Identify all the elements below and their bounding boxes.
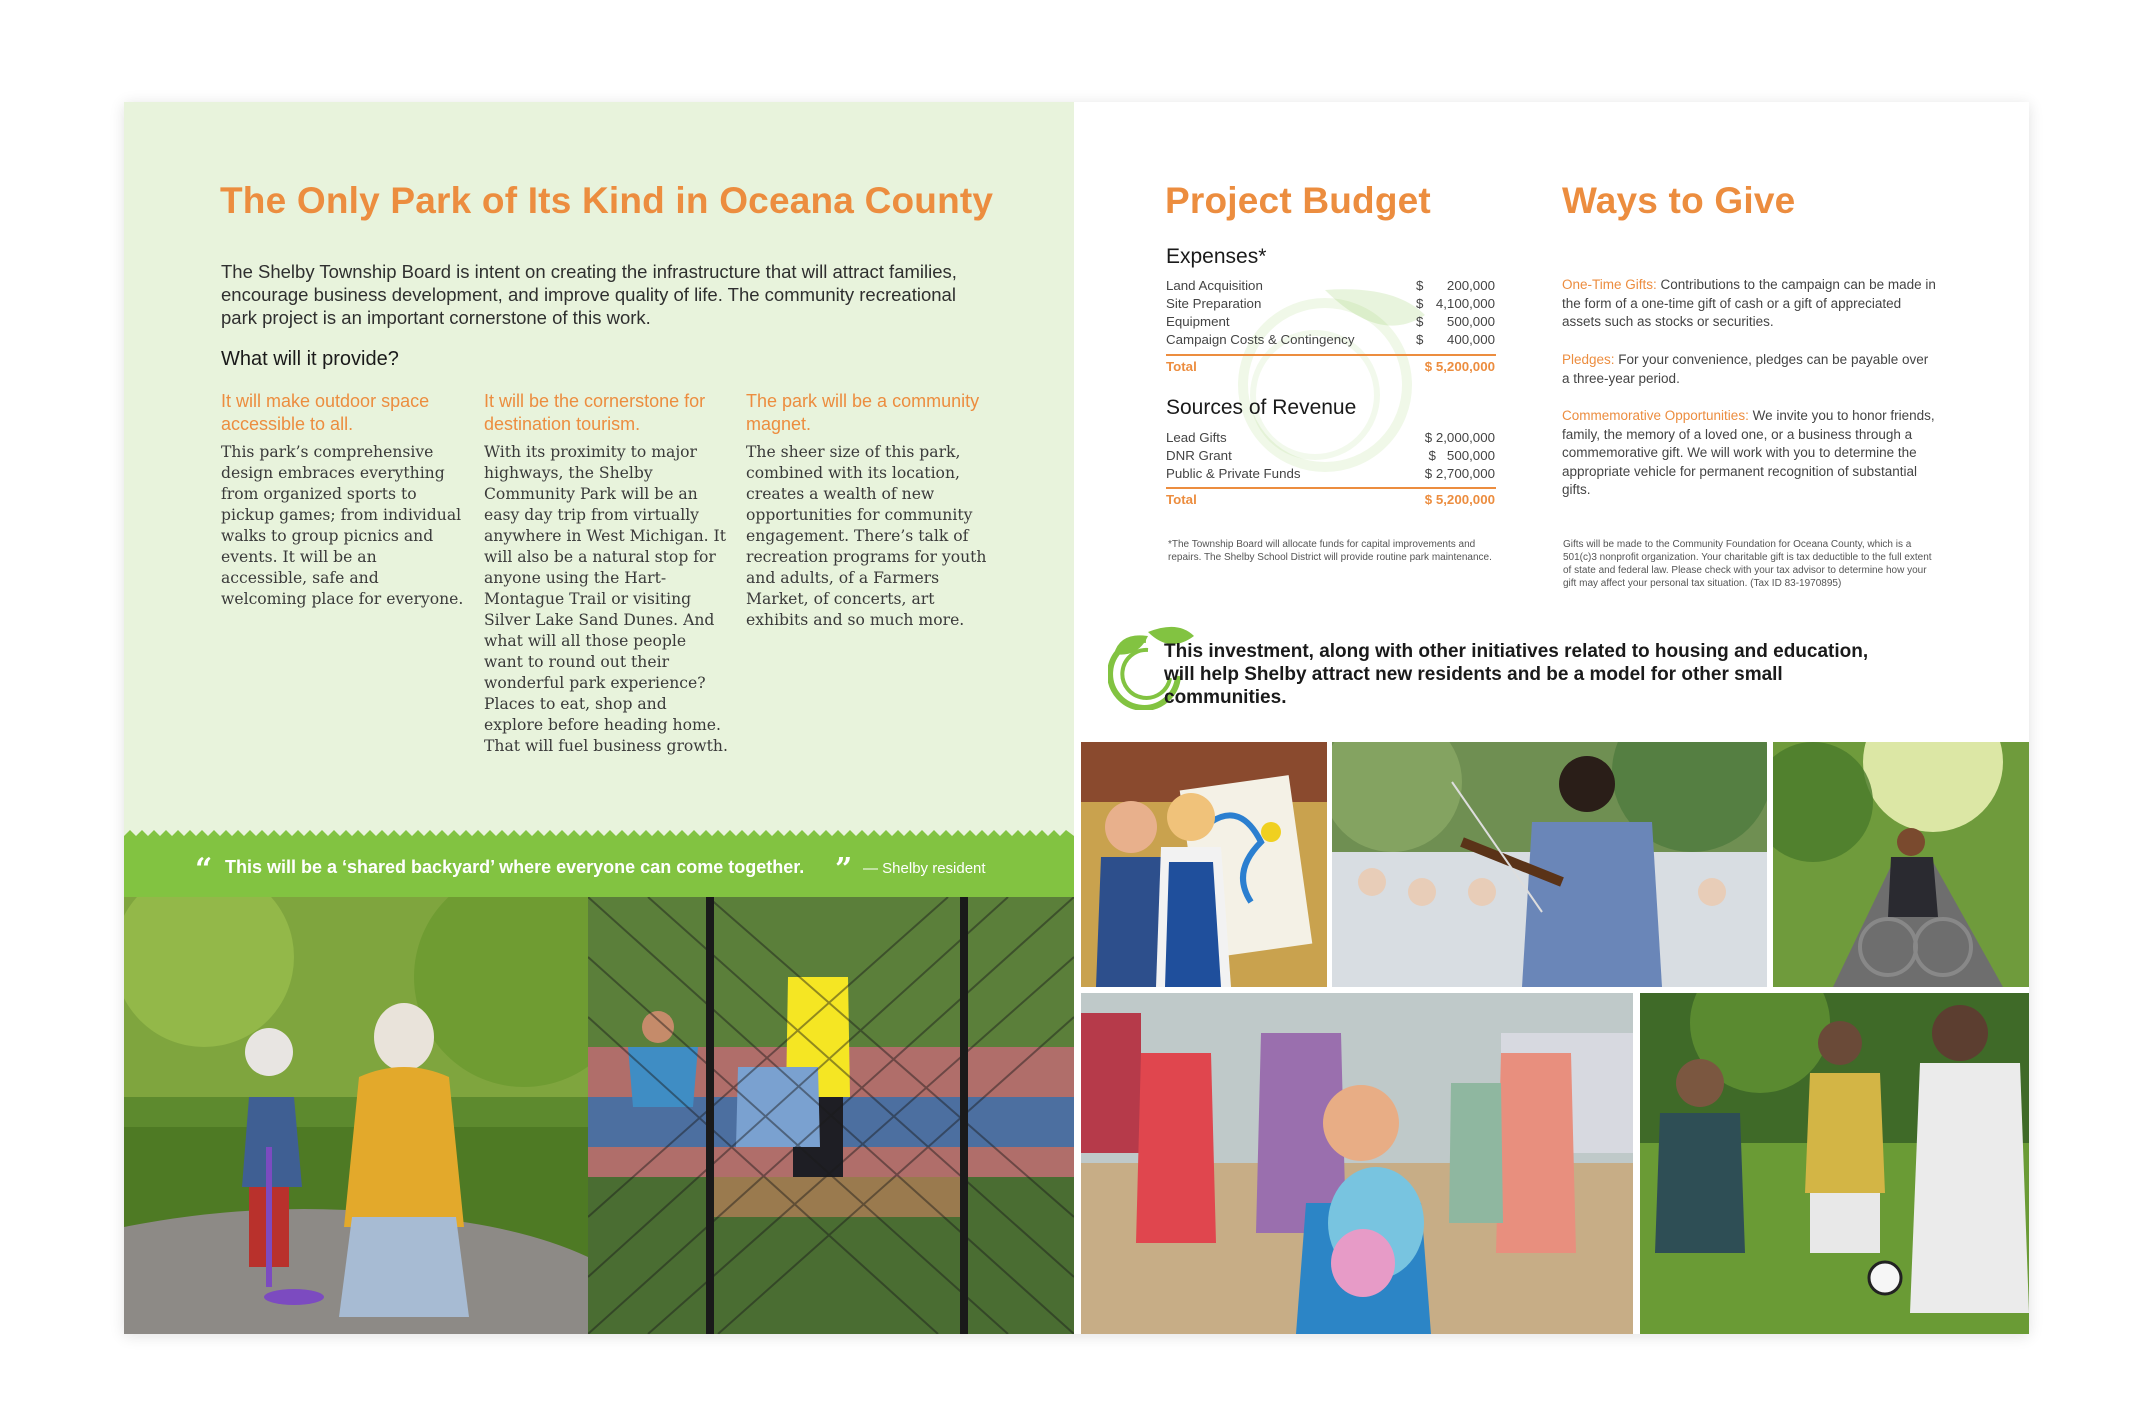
revenue-total-amount: $ 5,200,000	[1424, 492, 1495, 507]
ways-to-give-title: Ways to Give	[1562, 180, 1796, 221]
provide-heading: What will it provide?	[221, 348, 399, 370]
expenses-total-label: Total	[1166, 359, 1197, 374]
revenue-heading: Sources of Revenue	[1166, 396, 1357, 419]
give-item-pledges	[1562, 351, 1937, 388]
column-3-heading: The park will be a community magnet.	[746, 391, 980, 434]
column-3-body: The sheer size of this park, combined with its location, creates a wealth of new opportunities for community engagement. There’s talk of recreation programs for youth and adults, of a Farmers Market, of concerts, art exhibits and so much more.	[746, 443, 987, 629]
give-fine-print: Gifts will be made to the Community Foundation for Oceana County, which is a 501(c)3 nonprofit organization. Your charitable gift is tax deductible to the full extent of state and federal law. Please check with your tax advisor to determine how your gift may affect your personal tax situation. (Tax ID 83-1970895)	[1563, 539, 1932, 589]
expense-currency: $	[1416, 314, 1424, 329]
column-2-body: With its proximity to major highways, the Shelby Community Park will be an easy day trip from virtually anywhere in West Michigan. It will also be a natural stop for anyone using the Hart-Montague Trail or visiting Silver Lake Sand Dunes. And what will all those people want to round out their wonderful park experience? Places to eat, shop and explore before heading home. That will fuel business growth.	[484, 443, 728, 755]
expense-label: Campaign Costs & Contingency	[1166, 332, 1355, 347]
expense-amount: 500,000	[1446, 314, 1495, 329]
revenue-label: Public & Private Funds	[1166, 466, 1301, 481]
quote-text: This will be a ‘shared backyard’ where everyone can come together.	[225, 857, 805, 877]
photo-soccer-game	[1640, 993, 2029, 1334]
expense-currency: $	[1416, 278, 1424, 293]
photo-child-painting	[1081, 742, 1327, 987]
revenue-amount: $ 2,000,000	[1424, 430, 1495, 445]
give-item-text: We invite you to honor friends, family, the memory of a loved one, or a business through a commemorative gift. We will work with you to determine the appropriate vehicle for permanent recognition of substantial gifts.	[1562, 408, 1935, 497]
expense-currency: $	[1416, 332, 1424, 347]
column-1-heading: It will make outdoor space accessible to all.	[221, 391, 430, 434]
expenses-total-rule	[1166, 354, 1496, 356]
revenue-amount: $ 500,000	[1428, 448, 1495, 463]
photo-grandmother-child-scooter	[124, 897, 588, 1334]
expense-label: Land Acquisition	[1166, 278, 1263, 293]
zigzag-edge	[124, 830, 1074, 842]
give-item-label: Commemorative Opportunities:	[1562, 408, 1749, 423]
revenue-label: DNR Grant	[1166, 448, 1232, 463]
photo-boy-cotton-candy	[1081, 993, 1633, 1334]
column-1-body: This park’s comprehensive design embraces everything from organized sports to pickup games; from individual walks to group picnics and events. It will be an accessible, safe and welcoming place for everyone.	[221, 443, 464, 608]
expenses-heading: Expenses*	[1166, 245, 1267, 268]
give-item-one-time	[1562, 276, 1937, 332]
close-quote-mark: ”	[835, 852, 853, 887]
photo-pickleball-courts	[588, 897, 1074, 1334]
left-page-title: The Only Park of Its Kind in Oceana County	[220, 180, 994, 221]
intro-paragraph: The Shelby Township Board is intent on creating the infrastructure that will attract families, encourage business development, and improve quality of life. The community recreational park project is an important cornerstone of this work.	[221, 261, 957, 328]
expense-label: Equipment	[1166, 314, 1230, 329]
give-item-text: For your convenience, pledges can be payable over a three-year period.	[1562, 352, 1929, 386]
give-item-label: One-Time Gifts:	[1562, 277, 1657, 292]
revenue-label: Lead Gifts	[1166, 430, 1227, 445]
expense-amount: 400,000	[1446, 332, 1495, 347]
revenue-total-rule	[1166, 487, 1496, 489]
budget-footnote: *The Township Board will allocate funds for capital improvements and repairs. The Shelby School District will provide routine park maintenance.	[1168, 539, 1492, 563]
expense-currency: $	[1416, 296, 1424, 311]
give-item-commemorative	[1562, 407, 1937, 500]
expense-label: Site Preparation	[1166, 296, 1262, 311]
give-item-label: Pledges:	[1562, 352, 1615, 367]
expenses-total-amount: $ 5,200,000	[1424, 359, 1495, 374]
revenue-amount: $ 2,700,000	[1424, 466, 1495, 481]
give-item-text: Contributions to the campaign can be made in the form of a one-time gift of cash or a gift of appreciated assets such as stocks or securities.	[1562, 277, 1936, 329]
project-budget-title: Project Budget	[1165, 180, 1431, 221]
expense-amount: 4,100,000	[1435, 296, 1495, 311]
column-2-heading: It will be the cornerstone for destination tourism.	[484, 391, 706, 434]
closing-statement: This investment, along with other initiatives related to housing and education, will help Shelby attract new residents and be a model for other small communities.	[1164, 641, 1869, 708]
quote-attribution: — Shelby resident	[863, 860, 986, 877]
open-quote-mark: “	[195, 852, 213, 887]
photo-wheelchair-path	[1773, 742, 2029, 987]
revenue-total-label: Total	[1166, 492, 1197, 507]
photo-violinist-concert	[1332, 742, 1767, 987]
expense-amount: 200,000	[1446, 278, 1495, 293]
